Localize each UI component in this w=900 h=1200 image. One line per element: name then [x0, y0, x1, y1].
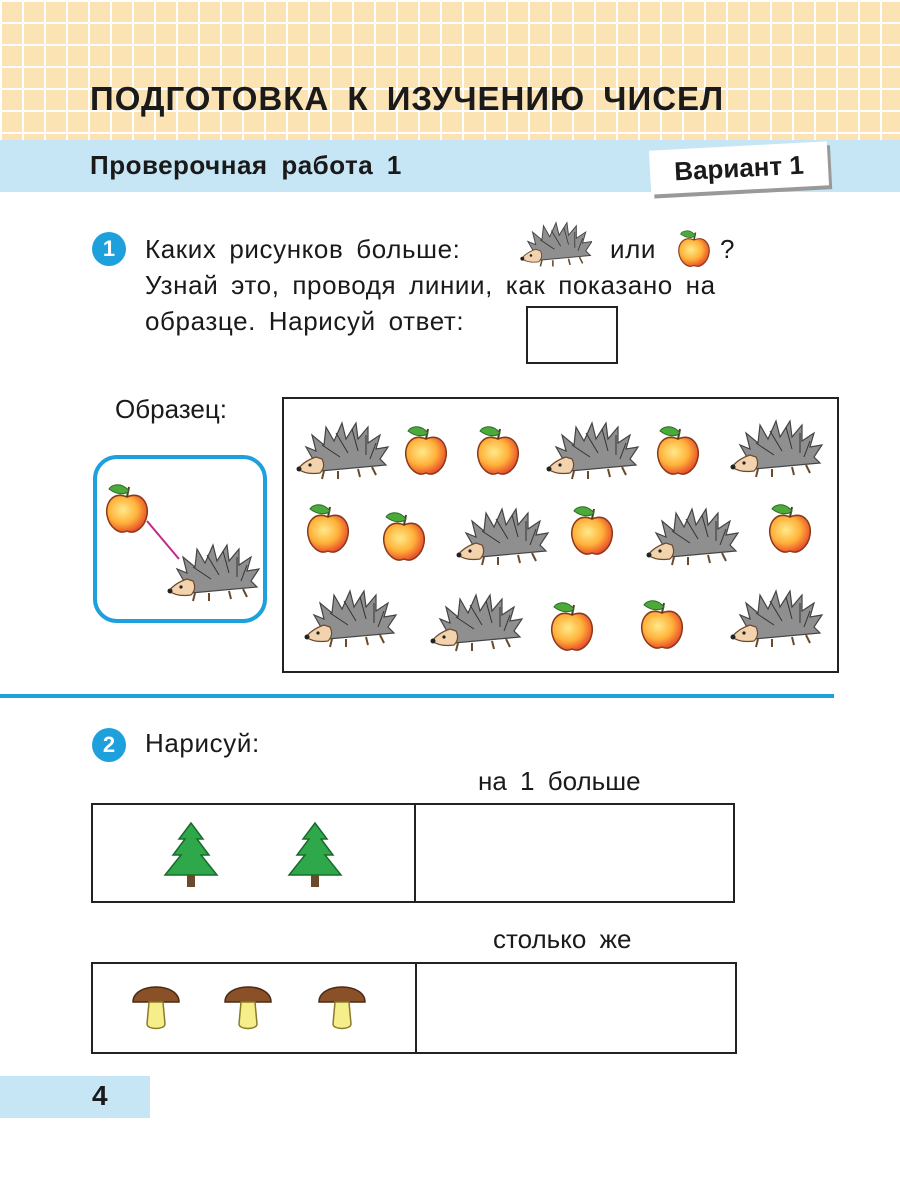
hedgehog-icon [731, 591, 823, 647]
apple-icon [406, 427, 447, 474]
tree-icon [165, 823, 217, 887]
mushroom-icon [319, 987, 365, 1029]
mushrooms-answer-cell[interactable] [417, 964, 735, 1052]
mushrooms-cell [93, 964, 417, 1052]
hedgehog-icon [305, 591, 397, 647]
apple-icon [308, 505, 349, 552]
tree-icon [289, 823, 341, 887]
trees-cell [93, 805, 416, 901]
task-2-prompt: Нарисуй: [145, 728, 260, 758]
task-1-line-3: образце. Нарисуй ответ: [145, 306, 465, 336]
hedgehog-icon [168, 545, 260, 601]
hedgehog-icon [731, 421, 823, 477]
apple-icon [384, 513, 425, 560]
counting-illustration [284, 399, 837, 671]
hedgehog-icon [520, 216, 592, 270]
mushroom-icon [225, 987, 271, 1029]
variant-label: Вариант 1 [649, 141, 829, 194]
apple-icon [676, 228, 712, 270]
row-1-label: на 1 больше [478, 766, 641, 796]
header-grid-background [0, 0, 900, 140]
work-title: Проверочная работа 1 [90, 150, 402, 180]
page-title: ПОДГОТОВКА К ИЗУЧЕНИЮ ЧИСЕЛ [90, 80, 725, 117]
apple-icon [642, 601, 683, 648]
trees-table [91, 803, 735, 903]
section-divider [0, 694, 834, 698]
task-1-line-2: Узнай это, проводя линии, как показано на [145, 270, 716, 300]
sample-label: Образец: [115, 394, 227, 424]
mushrooms-table [91, 962, 737, 1054]
task-2-number: 2 [92, 728, 126, 762]
mushrooms-illustration [93, 964, 415, 1052]
trees-illustration [93, 805, 414, 901]
task-1-line-1b: или [610, 234, 657, 264]
task-1-line-1c: ? [720, 234, 736, 264]
sample-box [93, 455, 267, 623]
counting-area[interactable] [282, 397, 839, 673]
hedgehog-icon [457, 509, 549, 565]
hedgehog-icon [431, 595, 523, 651]
task-1-number: 1 [92, 232, 126, 266]
mushroom-icon [133, 987, 179, 1029]
page-number-band [0, 1076, 150, 1118]
task-1-line-1a: Каких рисунков больше: [145, 234, 461, 264]
trees-answer-cell[interactable] [416, 805, 733, 901]
hedgehog-icon [297, 423, 389, 479]
sample-illustration [97, 459, 263, 619]
hedgehog-icon [547, 423, 639, 479]
apple-icon [478, 427, 519, 474]
row-2-label: столько же [493, 924, 632, 954]
page-number: 4 [92, 1080, 108, 1111]
connecting-line [147, 521, 179, 559]
answer-box[interactable] [526, 306, 618, 364]
apple-icon [572, 507, 613, 554]
apple-icon [552, 603, 593, 650]
apple-icon [770, 505, 811, 552]
hedgehog-icon [647, 509, 739, 565]
apple-icon [658, 427, 699, 474]
apple-icon [107, 485, 148, 532]
